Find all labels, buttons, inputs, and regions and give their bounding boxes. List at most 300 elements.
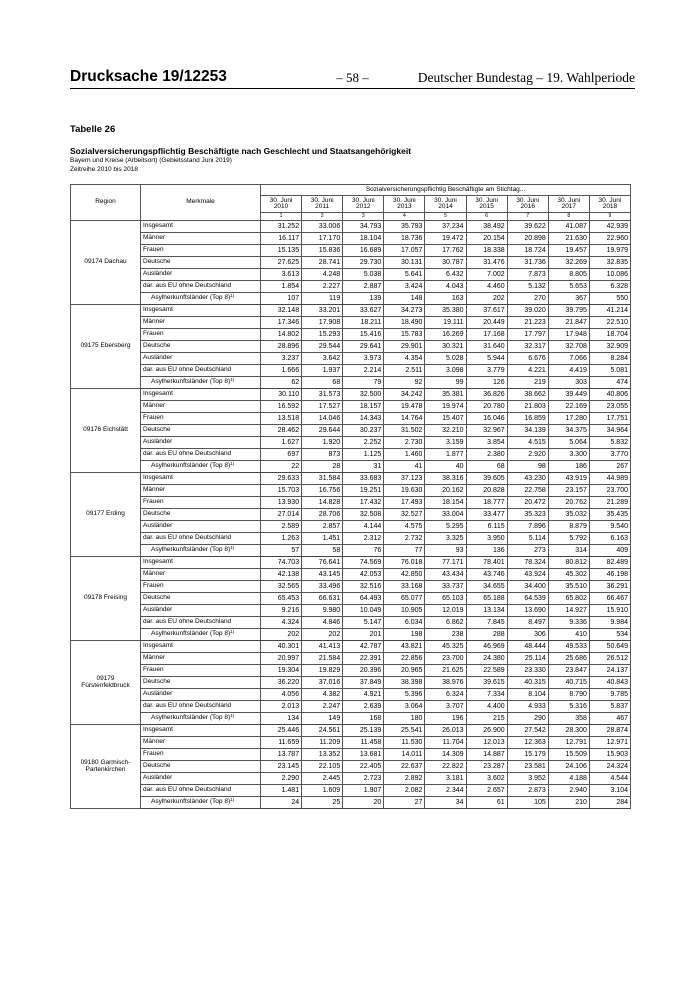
- row-label-text: Insgesamt: [143, 222, 173, 230]
- cell-value: 24: [261, 797, 302, 809]
- row-label-text: Insgesamt: [143, 642, 173, 650]
- cell-value: 3.602: [466, 773, 507, 785]
- cell-value: 25: [302, 797, 343, 809]
- cell-value: 11.209: [302, 737, 343, 749]
- row-label-text: Asylherkunftsländer (Top 8): [151, 546, 231, 554]
- cell-value: 3.770: [589, 449, 630, 461]
- cell-value: 20.449: [466, 317, 507, 329]
- cell-value: 2.730: [384, 437, 425, 449]
- cell-value: 19.111: [425, 317, 466, 329]
- cell-value: 18.154: [425, 497, 466, 509]
- cell-value: 33.004: [425, 509, 466, 521]
- row-label: [141, 425, 261, 437]
- cell-value: 168: [343, 713, 384, 725]
- table-row: [71, 713, 631, 725]
- cell-value: 17.280: [548, 413, 589, 425]
- cell-value: 65.802: [548, 593, 589, 605]
- row-label: [141, 533, 261, 545]
- row-label: [141, 557, 261, 569]
- cell-value: 24.106: [548, 761, 589, 773]
- footnote-mark: 1): [230, 293, 235, 299]
- cell-value: 15.836: [302, 245, 343, 257]
- cell-value: 22.856: [384, 653, 425, 665]
- table-row: [71, 341, 631, 353]
- cell-value: 2.639: [343, 701, 384, 713]
- cell-value: 33.627: [343, 305, 384, 317]
- cell-value: 21.289: [589, 497, 630, 509]
- column-year: 2018: [602, 203, 618, 210]
- cell-value: 15.407: [425, 413, 466, 425]
- row-label-text: Ausländer: [143, 606, 173, 614]
- cell-value: 33.477: [466, 509, 507, 521]
- cell-value: 1.460: [384, 449, 425, 461]
- cell-value: 30.237: [343, 425, 384, 437]
- cell-value: 64.493: [343, 593, 384, 605]
- cell-value: 13.518: [261, 413, 302, 425]
- cell-value: 13.134: [466, 605, 507, 617]
- row-label: [141, 293, 261, 305]
- cell-value: 5.653: [548, 281, 589, 293]
- row-label: [141, 245, 261, 257]
- table-row: [71, 317, 631, 329]
- row-label-text: dar. aus EU ohne Deutschland: [143, 786, 232, 794]
- table-row: [71, 569, 631, 581]
- row-label-text: Ausländer: [143, 690, 173, 698]
- cell-value: 24.561: [302, 725, 343, 737]
- cell-value: 1.451: [302, 533, 343, 545]
- cell-value: 36.220: [261, 677, 302, 689]
- cell-value: 31.502: [384, 425, 425, 437]
- cell-value: 14.828: [302, 497, 343, 509]
- cell-value: 2.380: [466, 449, 507, 461]
- cell-value: 2.857: [302, 521, 343, 533]
- cell-value: 11.458: [343, 737, 384, 749]
- cell-value: 6.862: [425, 617, 466, 629]
- cell-value: 15.293: [302, 329, 343, 341]
- cell-value: 3.237: [261, 353, 302, 365]
- cell-value: 40.806: [589, 389, 630, 401]
- cell-value: 50.649: [589, 641, 630, 653]
- cell-value: 196: [425, 713, 466, 725]
- cell-value: 18.211: [343, 317, 384, 329]
- table-title: Sozialversicherungspflichtig Beschäftigte nach Geschlecht und Staatsangehörigkeit: [70, 146, 412, 156]
- row-label: [141, 257, 261, 269]
- column-number: 3: [343, 213, 384, 221]
- cell-value: 6.163: [589, 533, 630, 545]
- cell-value: 2.214: [343, 365, 384, 377]
- cell-value: 33.496: [302, 581, 343, 593]
- column-year: 2017: [561, 203, 577, 210]
- cell-value: 31.252: [261, 221, 302, 233]
- cell-value: 10.905: [384, 605, 425, 617]
- row-label-text: Männer: [143, 486, 166, 494]
- cell-value: 29.644: [302, 425, 343, 437]
- table-row: [71, 377, 631, 389]
- cell-value: 40: [425, 461, 466, 473]
- cell-value: 32.909: [589, 341, 630, 353]
- cell-value: 4.419: [548, 365, 589, 377]
- cell-value: 31: [343, 461, 384, 473]
- cell-value: 57: [261, 545, 302, 557]
- cell-value: 32.148: [261, 305, 302, 317]
- cell-value: 29.641: [343, 341, 384, 353]
- row-label-text: Deutsche: [143, 426, 171, 434]
- cell-value: 17.057: [384, 245, 425, 257]
- table-row: [71, 305, 631, 317]
- cell-value: 21.847: [548, 317, 589, 329]
- column-date: 30. Juni: [516, 196, 540, 204]
- cell-value: 284: [589, 797, 630, 809]
- cell-value: 8.790: [548, 689, 589, 701]
- cell-value: 2.723: [343, 773, 384, 785]
- cell-value: 9.216: [261, 605, 302, 617]
- cell-value: 36.826: [466, 389, 507, 401]
- cell-value: 180: [384, 713, 425, 725]
- table-row: [71, 545, 631, 557]
- cell-value: 11.659: [261, 737, 302, 749]
- cell-value: 17.170: [302, 233, 343, 245]
- doc-label: Drucksache 19/: [70, 68, 184, 85]
- table-row: [71, 473, 631, 485]
- cell-value: 19.979: [589, 245, 630, 257]
- row-label: [141, 605, 261, 617]
- cell-value: 25.446: [261, 725, 302, 737]
- cell-value: 33.168: [384, 581, 425, 593]
- column-number: 7: [507, 213, 548, 221]
- cell-value: 134: [261, 713, 302, 725]
- cell-value: 16.859: [507, 413, 548, 425]
- cell-value: 290: [507, 713, 548, 725]
- cell-value: 2.887: [343, 281, 384, 293]
- cell-value: 23.157: [548, 485, 589, 497]
- cell-value: 6.115: [466, 521, 507, 533]
- cell-value: 10.086: [589, 269, 630, 281]
- cell-value: 19.304: [261, 665, 302, 677]
- cell-value: 3.300: [548, 449, 589, 461]
- cell-value: 16.592: [261, 401, 302, 413]
- cell-value: 76: [343, 545, 384, 557]
- row-label: [141, 593, 261, 605]
- cell-value: 31.640: [466, 341, 507, 353]
- cell-value: 3.707: [425, 701, 466, 713]
- cell-value: 15.135: [261, 245, 302, 257]
- table-row: [71, 425, 631, 437]
- row-label-text: Insgesamt: [143, 474, 173, 482]
- cell-value: 2.873: [507, 785, 548, 797]
- row-label: [141, 497, 261, 509]
- cell-value: 43.919: [548, 473, 589, 485]
- cell-value: 34.273: [384, 305, 425, 317]
- row-label-text: dar. aus EU ohne Deutschland: [143, 366, 232, 374]
- table-row: [71, 485, 631, 497]
- cell-value: 46.969: [466, 641, 507, 653]
- row-label-text: Asylherkunftsländer (Top 8): [151, 378, 231, 386]
- row-label-text: Asylherkunftsländer (Top 8): [151, 462, 231, 470]
- cell-value: 358: [548, 713, 589, 725]
- row-label: [141, 749, 261, 761]
- cell-value: 2.445: [302, 773, 343, 785]
- table-row: [71, 245, 631, 257]
- cell-value: 12.971: [589, 737, 630, 749]
- footnote-mark: 1): [230, 377, 235, 383]
- cell-value: 43.145: [302, 569, 343, 581]
- cell-value: 17.797: [507, 329, 548, 341]
- table-row: [71, 737, 631, 749]
- row-label-text: Ausländer: [143, 354, 173, 362]
- cell-value: 2.312: [343, 533, 384, 545]
- row-label: [141, 677, 261, 689]
- cell-value: 65.077: [384, 593, 425, 605]
- row-label-text: Ausländer: [143, 438, 173, 446]
- cell-value: 17.908: [302, 317, 343, 329]
- cell-value: 77.171: [425, 557, 466, 569]
- cell-value: 34.964: [589, 425, 630, 437]
- cell-value: 41.214: [589, 305, 630, 317]
- row-label: [141, 641, 261, 653]
- cell-value: 3.424: [384, 281, 425, 293]
- column-number: 4: [384, 213, 425, 221]
- cell-value: 26.512: [589, 653, 630, 665]
- row-label-text: Asylherkunftsländer (Top 8): [151, 798, 231, 806]
- cell-value: 78.401: [466, 557, 507, 569]
- cell-value: 12.019: [425, 605, 466, 617]
- cell-value: 288: [466, 629, 507, 641]
- cell-value: 39.020: [507, 305, 548, 317]
- cell-value: 5.038: [343, 269, 384, 281]
- cell-value: 12.363: [507, 737, 548, 749]
- cell-value: 38.398: [384, 677, 425, 689]
- row-label-text: Männer: [143, 738, 166, 746]
- cell-value: 27.014: [261, 509, 302, 521]
- table-row: [71, 533, 631, 545]
- cell-value: 23.581: [507, 761, 548, 773]
- cell-value: 210: [548, 797, 589, 809]
- cell-value: 38.316: [425, 473, 466, 485]
- row-label: [141, 437, 261, 449]
- cell-value: 37.617: [466, 305, 507, 317]
- cell-value: 15.910: [589, 605, 630, 617]
- cell-value: 3.325: [425, 533, 466, 545]
- cell-value: 33.201: [302, 305, 343, 317]
- region-name: 09175 Ebersberg: [71, 305, 141, 389]
- cell-value: 41.413: [302, 641, 343, 653]
- cell-value: 6.676: [507, 353, 548, 365]
- row-label-text: dar. aus EU ohne Deutschland: [143, 702, 232, 710]
- cell-value: 17.346: [261, 317, 302, 329]
- cell-value: 12.791: [548, 737, 589, 749]
- row-label-text: Männer: [143, 402, 166, 410]
- cell-value: 32.565: [261, 581, 302, 593]
- cell-value: 37.016: [302, 677, 343, 689]
- cell-value: 4.921: [343, 689, 384, 701]
- row-label: [141, 701, 261, 713]
- cell-value: 8.284: [589, 353, 630, 365]
- cell-value: 148: [384, 293, 425, 305]
- cell-value: 61: [466, 797, 507, 809]
- cell-value: 22.822: [425, 761, 466, 773]
- row-label-text: Deutsche: [143, 342, 171, 350]
- cell-value: 28: [302, 461, 343, 473]
- cell-value: 12.013: [466, 737, 507, 749]
- table-row: [71, 365, 631, 377]
- row-label: [141, 353, 261, 365]
- cell-value: 409: [589, 545, 630, 557]
- cell-value: 25.114: [507, 653, 548, 665]
- cell-value: 32.269: [548, 257, 589, 269]
- doc-number: 12253: [183, 68, 227, 85]
- cell-value: 79: [343, 377, 384, 389]
- cell-value: 34.242: [384, 389, 425, 401]
- region-header: Region: [71, 185, 141, 221]
- column-year: 2013: [397, 203, 412, 210]
- cell-value: 2.227: [302, 281, 343, 293]
- cell-value: 44.989: [589, 473, 630, 485]
- row-label: [141, 413, 261, 425]
- cell-value: 17.168: [466, 329, 507, 341]
- table-row: [71, 281, 631, 293]
- row-label-text: Deutsche: [143, 258, 171, 266]
- cell-value: 5.944: [466, 353, 507, 365]
- cell-value: 20.162: [425, 485, 466, 497]
- cell-value: 2.732: [384, 533, 425, 545]
- footnote-mark: 1): [230, 545, 235, 551]
- cell-value: 7.066: [548, 353, 589, 365]
- cell-value: 3.854: [466, 437, 507, 449]
- cell-value: 64.539: [507, 593, 548, 605]
- cell-value: 4.846: [302, 617, 343, 629]
- cell-value: 39.622: [507, 221, 548, 233]
- cell-value: 17.432: [343, 497, 384, 509]
- row-label: [141, 449, 261, 461]
- cell-value: 40.315: [507, 677, 548, 689]
- cell-value: 14.343: [343, 413, 384, 425]
- cell-value: 34.400: [507, 581, 548, 593]
- cell-value: 65.188: [466, 593, 507, 605]
- row-label: [141, 521, 261, 533]
- cell-value: 37.849: [343, 677, 384, 689]
- cell-value: 68: [302, 377, 343, 389]
- cell-value: 4.382: [302, 689, 343, 701]
- cell-value: 20.965: [384, 665, 425, 677]
- cell-value: 65.453: [261, 593, 302, 605]
- table-row: [71, 641, 631, 653]
- row-label: [141, 473, 261, 485]
- column-number: 6: [466, 213, 507, 221]
- header-row-group: [71, 185, 631, 196]
- cell-value: 2.657: [466, 785, 507, 797]
- table-row: [71, 629, 631, 641]
- column-date: 30. Juni: [557, 196, 581, 204]
- cell-value: 7.896: [507, 521, 548, 533]
- cell-value: 23.055: [589, 401, 630, 413]
- row-label: [141, 629, 261, 641]
- cell-value: 23.700: [589, 485, 630, 497]
- cell-value: 215: [466, 713, 507, 725]
- column-number: 8: [548, 213, 589, 221]
- row-label-text: Frauen: [143, 750, 164, 758]
- column-number: 2: [302, 213, 343, 221]
- region-name: 09180 Garmisch-Partenkirchen: [71, 725, 141, 809]
- cell-value: 58: [302, 545, 343, 557]
- cell-value: 20.396: [343, 665, 384, 677]
- cell-value: 40.843: [589, 677, 630, 689]
- column-number: 1: [261, 213, 302, 221]
- cell-value: 19.829: [302, 665, 343, 677]
- cell-value: 48.444: [507, 641, 548, 653]
- cell-value: 16.756: [302, 485, 343, 497]
- row-label: [141, 317, 261, 329]
- cell-value: 1.854: [261, 281, 302, 293]
- cell-value: 45.325: [425, 641, 466, 653]
- cell-value: 17.493: [384, 497, 425, 509]
- cell-value: 32.527: [384, 509, 425, 521]
- cell-value: 15.703: [261, 485, 302, 497]
- cell-value: 32.835: [589, 257, 630, 269]
- cell-value: 4.324: [261, 617, 302, 629]
- cell-value: 20.997: [261, 653, 302, 665]
- cell-value: 26.013: [425, 725, 466, 737]
- cell-value: 78.324: [507, 557, 548, 569]
- cell-value: 2.940: [548, 785, 589, 797]
- cell-value: 267: [589, 461, 630, 473]
- table-row: [71, 749, 631, 761]
- cell-value: 219: [507, 377, 548, 389]
- region-name: 09178 Freising: [71, 557, 141, 641]
- cell-value: 35.323: [507, 509, 548, 521]
- row-label-text: Frauen: [143, 246, 164, 254]
- column-header: [302, 196, 343, 213]
- cell-value: 20.828: [466, 485, 507, 497]
- cell-value: 2.892: [384, 773, 425, 785]
- header-rule: [70, 88, 635, 89]
- column-date: 30. Juni: [475, 196, 498, 204]
- cell-value: 5.316: [548, 701, 589, 713]
- cell-value: 5.028: [425, 353, 466, 365]
- region-name: 09177 Erding: [71, 473, 141, 557]
- column-year: 2014: [438, 203, 453, 210]
- cell-value: 5.641: [384, 269, 425, 281]
- table-row: [71, 413, 631, 425]
- cell-value: 2.589: [261, 521, 302, 533]
- cell-value: 22.637: [384, 761, 425, 773]
- cell-value: 15.416: [343, 329, 384, 341]
- table-row: [71, 605, 631, 617]
- cell-value: 11.530: [384, 737, 425, 749]
- cell-value: 5.295: [425, 521, 466, 533]
- cell-value: 6.328: [589, 281, 630, 293]
- cell-value: 40.301: [261, 641, 302, 653]
- cell-value: 7.002: [466, 269, 507, 281]
- table-row: [71, 401, 631, 413]
- row-label: [141, 221, 261, 233]
- cell-value: 8.104: [507, 689, 548, 701]
- cell-value: 5.832: [589, 437, 630, 449]
- row-label: [141, 797, 261, 809]
- cell-value: 30.787: [425, 257, 466, 269]
- cell-value: 2.082: [384, 785, 425, 797]
- row-label-text: Asylherkunftsländer (Top 8): [151, 630, 231, 638]
- cell-value: 22.510: [589, 317, 630, 329]
- cell-value: 2.511: [384, 365, 425, 377]
- column-date: 30. Juni: [310, 196, 334, 204]
- publisher: Deutscher Bundestag – 19. Wahlperiode: [417, 70, 635, 85]
- row-label: [141, 485, 261, 497]
- cell-value: 19.974: [425, 401, 466, 413]
- cell-value: 18.704: [589, 329, 630, 341]
- cell-value: 16.269: [425, 329, 466, 341]
- cell-value: 22.105: [302, 761, 343, 773]
- table-row: [71, 269, 631, 281]
